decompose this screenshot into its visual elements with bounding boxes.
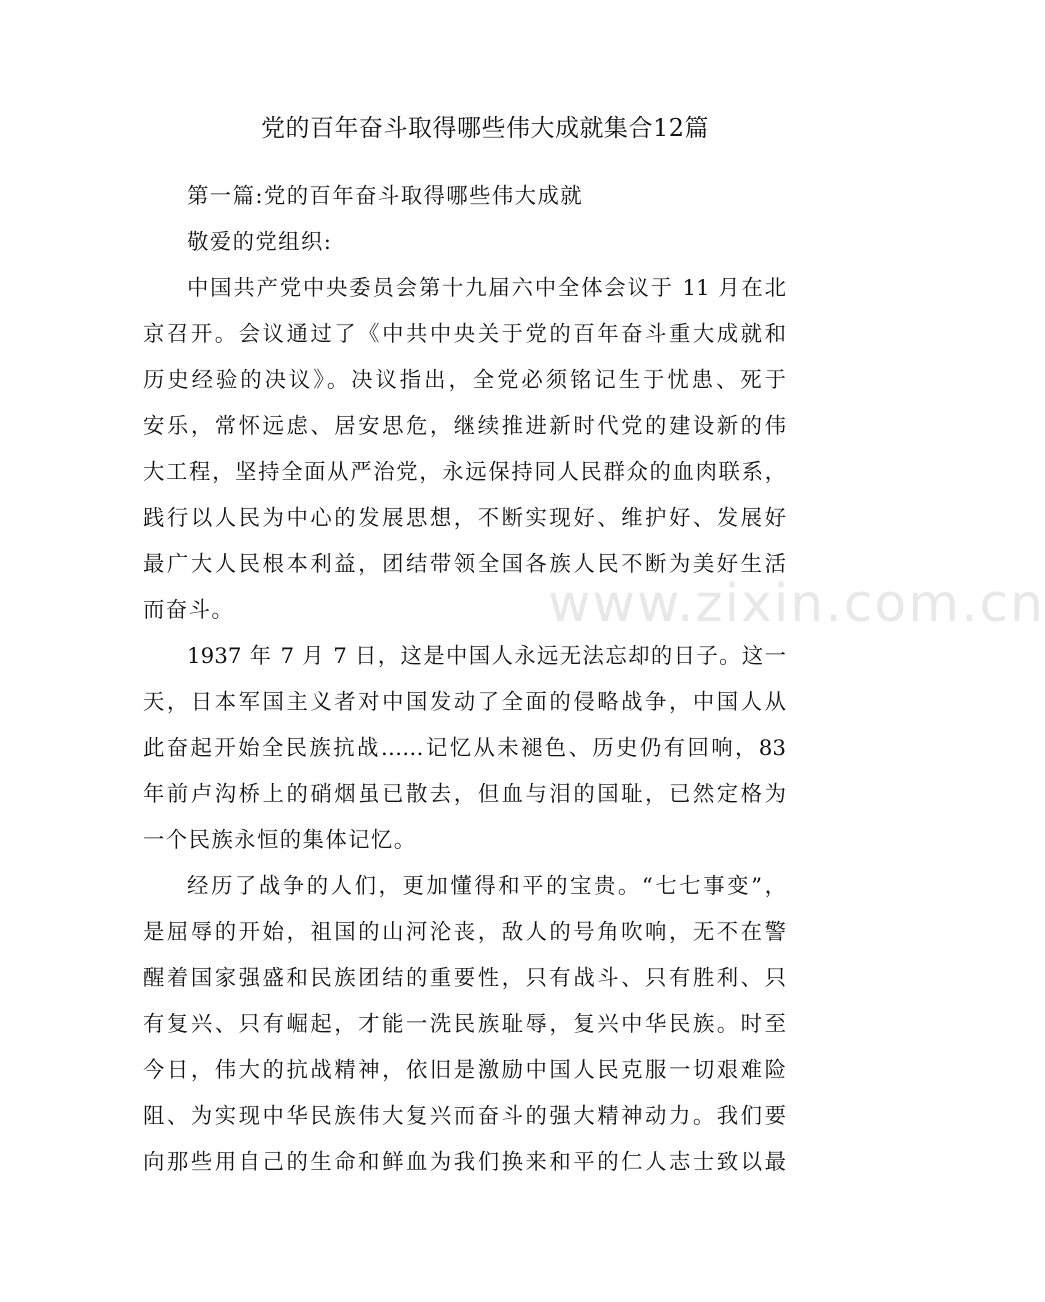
body-line: 年前卢沟桥上的硝烟虽已散去，但血与泪的国耻，已然定格为 bbox=[143, 782, 786, 807]
body-line: 经历了战争的人们，更加懂得和平的宝贵。“七七事变”， bbox=[187, 874, 786, 899]
body-line: 一个民族永恒的集体记忆。 bbox=[143, 828, 417, 853]
watermark: www.zixin.com.cn bbox=[548, 574, 1045, 634]
body-line: 是屈辱的开始，祖国的山河沦丧，敌人的号角吹响，无不在警 bbox=[143, 920, 786, 945]
body-line: 有复兴、只有崛起，才能一洗民族耻辱，复兴中华民族。时至 bbox=[143, 1012, 786, 1037]
body-line: 历史经验的决议》。决议指出，全党必须铭记生于忧患、死于 bbox=[143, 368, 786, 393]
body-line: 安乐，常怀远虑、居安思危，继续推进新时代党的建设新的伟 bbox=[143, 414, 786, 439]
body-line: 阻、为实现中华民族伟大复兴而奋斗的强大精神动力。我们要 bbox=[143, 1104, 786, 1129]
document-body bbox=[143, 174, 786, 1186]
body-line: 中国共产党中央委员会第十九届六中全体会议于 11 月在北 bbox=[187, 276, 786, 301]
body-line: 大工程，坚持全面从严治党，永远保持同人民群众的血肉联系， bbox=[143, 460, 786, 485]
body-line: 最广大人民根本利益，团结带领全国各族人民不断为美好生活 bbox=[143, 552, 786, 577]
body-line: 敬爱的党组织: bbox=[187, 230, 333, 255]
document-title: 党的百年奋斗取得哪些伟大成就集合12篇 bbox=[260, 114, 710, 142]
body-line: 京召开。会议通过了《中共中央关于党的百年奋斗重大成就和 bbox=[143, 322, 786, 347]
body-line: 而奋斗。 bbox=[143, 598, 235, 623]
body-line: 向那些用自己的生命和鲜血为我们换来和平的仁人志士致以最 bbox=[143, 1150, 786, 1175]
body-line: 天，日本军国主义者对中国发动了全面的侵略战争，中国人从 bbox=[143, 690, 786, 715]
body-line: 醒着国家强盛和民族团结的重要性，只有战斗、只有胜利、只 bbox=[143, 966, 786, 991]
body-line: 此奋起开始全民族抗战……记忆从未褪色、历史仍有回响，83 bbox=[143, 736, 786, 761]
body-line: 践行以人民为中心的发展思想，不断实现好、维护好、发展好 bbox=[143, 506, 786, 531]
body-line: 今日，伟大的抗战精神，依旧是激励中国人民克服一切艰难险 bbox=[143, 1058, 786, 1083]
body-line: 1937 年 7 月 7 日，这是中国人永远无法忘却的日子。这一 bbox=[187, 644, 786, 669]
body-line: 第一篇:党的百年奋斗取得哪些伟大成就 bbox=[187, 184, 584, 209]
